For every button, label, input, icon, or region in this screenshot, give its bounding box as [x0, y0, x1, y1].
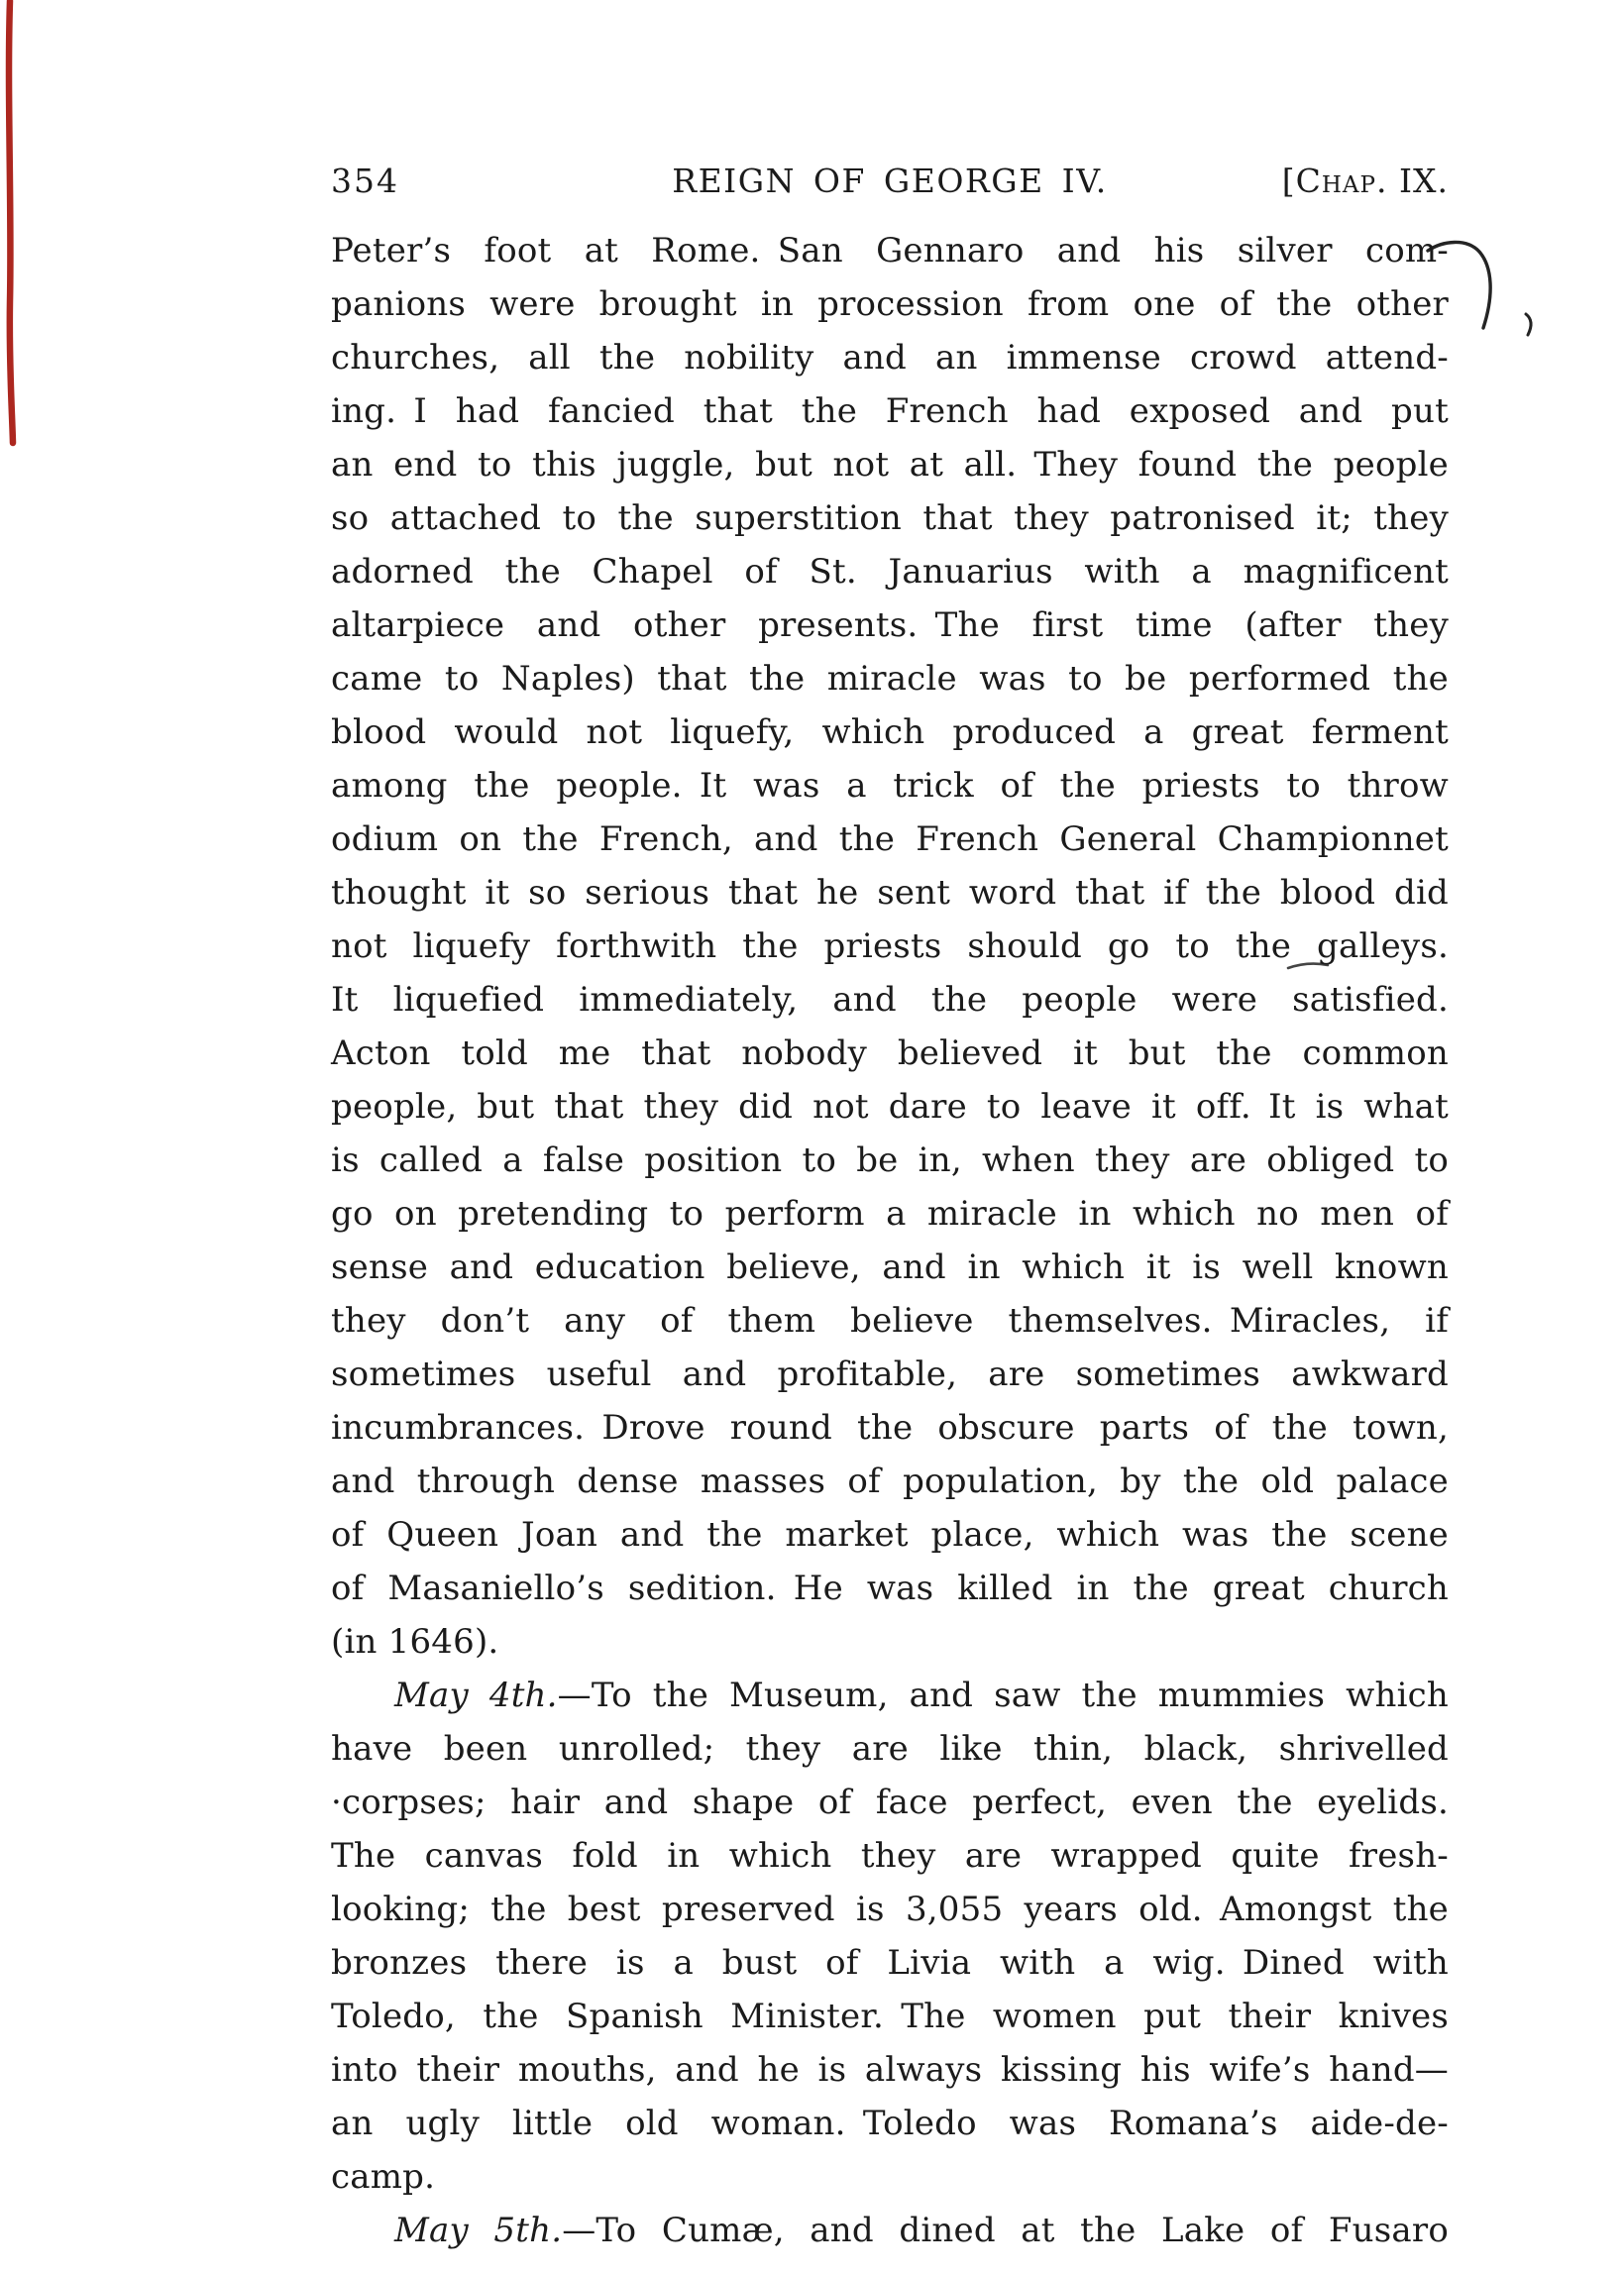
text-segment: Peter’s foot at Rome. San Gennaro and his silver com- — [331, 231, 1449, 271]
text-segment: Toledo, the Spanish Minister. The women put their knives — [331, 1997, 1449, 2036]
text-segment: It liquefied immediately, and the people were satisfied. — [331, 980, 1449, 1020]
text-line — [331, 1936, 1449, 1990]
text-line — [331, 2150, 1449, 2204]
text-line — [331, 973, 1449, 1027]
text-segment: among the people. It was a trick of the priests to throw — [331, 766, 1449, 806]
text-line — [331, 384, 1449, 438]
text-line — [331, 1241, 1449, 1294]
text-segment: incumbrances. Drove round the obscure parts of the town, — [331, 1408, 1449, 1448]
text-segment: ing. I had fancied that the French had exposed and put — [331, 391, 1449, 431]
text-line — [331, 866, 1449, 920]
text-line — [331, 1187, 1449, 1241]
text-line — [331, 1080, 1449, 1134]
text-segment: (in 1646). — [331, 1622, 499, 1662]
text-segment: and through dense masses of population, by the old palace — [331, 1462, 1449, 1501]
text-segment: an end to this juggle, but not at all. They found the people — [331, 445, 1449, 485]
text-line — [331, 2204, 1449, 2257]
text-segment: bronzes there is a bust of Livia with a wig. Dined with — [331, 1943, 1449, 1983]
text-segment: came to Naples) that the miracle was to be performed the — [331, 659, 1449, 699]
text-line — [331, 438, 1449, 491]
text-segment: odium on the French, and the French General Championnet — [331, 819, 1449, 859]
text-segment: of Masaniello’s sedition. He was killed in the great church — [331, 1569, 1449, 1608]
text-line — [331, 1294, 1449, 1348]
text-segment: they don’t any of them believe themselves. Miracles, if — [331, 1301, 1449, 1341]
text-segment: looking; the best preserved is 3,055 years old. Amongst the — [331, 1890, 1449, 1929]
text-segment: go on pretending to perform a miracle in which no men of — [331, 1194, 1449, 1234]
text-line — [331, 545, 1449, 598]
red-margin-line — [9, 1, 13, 443]
text-line — [331, 1508, 1449, 1562]
text-segment: Acton told me that nobody believed it but the common — [331, 1033, 1449, 1073]
page-lines — [331, 224, 1449, 2257]
date-heading: May 4th. — [394, 1676, 558, 1715]
text-line — [331, 2097, 1449, 2150]
text-line — [331, 1883, 1449, 1936]
text-line — [331, 1348, 1449, 1401]
page-header — [331, 162, 1449, 200]
text-segment: camp. — [331, 2157, 436, 2197]
text-segment: altarpiece and other presents. The first time (after they — [331, 605, 1449, 645]
text-segment: —To the Museum, and saw the mummies which — [557, 1676, 1449, 1715]
text-segment: —To Cumæ, and dined at the Lake of Fusaro — [562, 2211, 1449, 2250]
text-line — [331, 1455, 1449, 1508]
text-segment: blood would not liquefy, which produced a great ferment — [331, 712, 1449, 752]
text-segment: adorned the Chapel of St. Januarius with a magnificent — [331, 552, 1449, 592]
page-number: 354 — [331, 162, 399, 200]
text-segment: so attached to the superstition that they patronised it; they — [331, 498, 1449, 538]
pen-comma-mark — [1526, 314, 1531, 335]
text-line — [331, 598, 1449, 652]
text-segment: thought it so serious that he sent word that if the blood did — [331, 873, 1449, 913]
date-heading: May 5th. — [394, 2211, 563, 2250]
text-line — [331, 491, 1449, 545]
text-line — [331, 2043, 1449, 2097]
text-line — [331, 759, 1449, 813]
text-segment: people, but that they did not dare to leave it off. It is what — [331, 1087, 1449, 1127]
text-line — [331, 277, 1449, 331]
text-line — [331, 1669, 1449, 1722]
text-segment: churches, all the nobility and an immense crowd attend- — [331, 338, 1449, 378]
text-segment: into their mouths, and he is always kissing his wife’s hand— — [331, 2050, 1449, 2090]
text-segment: is called a false position to be in, when they are obliged to — [331, 1140, 1449, 1180]
text-line — [331, 1615, 1449, 1669]
text-segment: ·corpses; hair and shape of face perfect, even the eyelids. — [331, 1783, 1449, 1822]
text-segment: sometimes useful and profitable, are sometimes awkward — [331, 1355, 1449, 1394]
text-line — [331, 1722, 1449, 1776]
text-line — [331, 224, 1449, 277]
text-segment: have been unrolled; they are like thin, black, shrivelled — [331, 1729, 1449, 1769]
text-line — [331, 1829, 1449, 1883]
text-segment: panions were brought in procession from one of the other — [331, 284, 1449, 324]
text-line — [331, 1776, 1449, 1829]
text-line — [331, 705, 1449, 759]
text-segment: not liquefy forthwith the priests should go to the galleys. — [331, 926, 1449, 966]
text-segment: sense and education believe, and in which it is well known — [331, 1247, 1449, 1287]
text-segment: The canvas fold in which they are wrapped quite fresh- — [331, 1836, 1449, 1876]
text-line — [331, 813, 1449, 866]
text-line — [331, 1562, 1449, 1615]
text-line — [331, 652, 1449, 705]
chapter-ref: [Chap. IX. — [1281, 162, 1449, 200]
running-title: REIGN OF GEORGE IV. — [672, 162, 1108, 200]
text-line — [331, 1027, 1449, 1080]
text-segment: of Queen Joan and the market place, which was the scene — [331, 1515, 1449, 1555]
text-segment: an ugly little old woman. Toledo was Romana’s aide-de- — [331, 2104, 1449, 2143]
text-line — [331, 1401, 1449, 1455]
text-line — [331, 1990, 1449, 2043]
text-line — [331, 1134, 1449, 1187]
text-line — [331, 331, 1449, 384]
text-line — [331, 920, 1449, 973]
